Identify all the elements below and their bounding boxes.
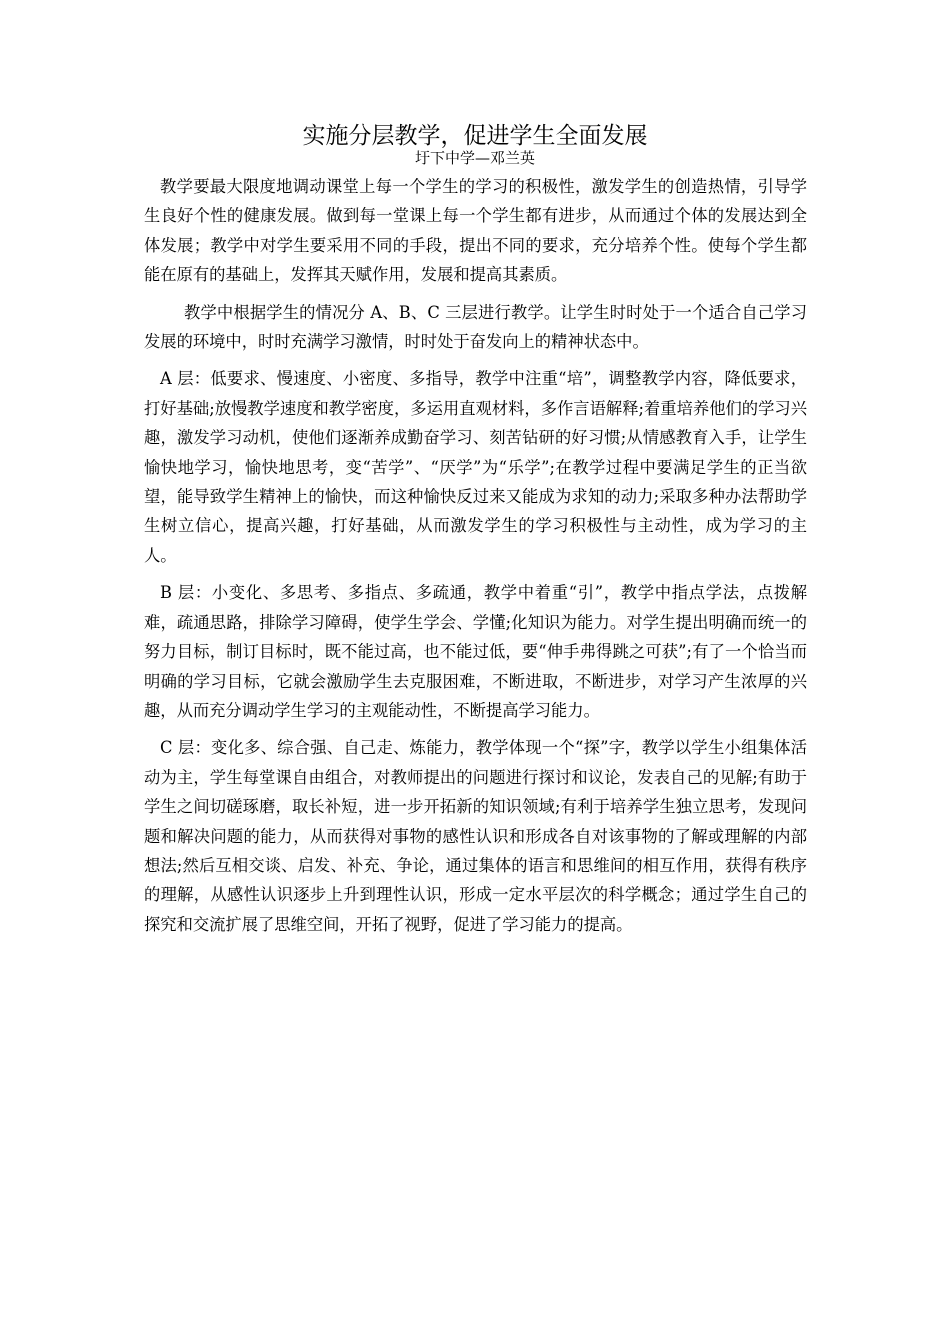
document-body xyxy=(144,172,807,939)
document-author: 圩下中学—邓兰英 xyxy=(414,149,535,167)
paragraph-layering: 教学中根据学生的情况分 A、B、C 三层进行教学。让学生时时处于一个适合自己学习发展的环境中，时时充满学习激情，时时处于奋发向上的精神状态中。 xyxy=(144,302,807,352)
paragraph-level-b: B 层：小变化、多思考、多指点、多疏通，教学中着重“引”，教学中指点学法，点拨解难，疏通思路，排除学习障碍，使学生学会、学懂;化知识为能力。对学生提出明确而统一的努力目标，制订目标时，既不能过高，也不能过低，要“伸手弗得跳之可获”;有了一个恰当而明确的学习目标，它就会激励学生去克服困难，不断进取，不断进步，对学习产生浓厚的兴趣，从而充分调动学生学习的主观能动性，不断提高学习能力。 xyxy=(144,583,807,720)
paragraph-level-c: C 层：变化多、综合强、自己走、炼能力，教学体现一个“探”字，教学以学生小组集体活动为主，学生每堂课自由组合，对教师提出的问题进行探讨和议论，发表自己的见解;有助于学生之间切磋琢磨，取长补短，进一步开拓新的知识领域;有利于培养学生独立思考，发现问题和解决问题的能力，从而获得对事物的感性认识和形成各自对该事物的了解或理解的内部想法;然后互相交谈、启发、补充、争论，通过集体的语言和思维间的相互作用，获得有秩序的理解，从感性认识逐步上升到理性认识，形成一定水平层次的科学概念；通过学生自己的探究和交流扩展了思维空间，开拓了视野，促进了学习能力的提高。 xyxy=(144,738,807,934)
document-title: 实施分层教学，促进学生全面发展 xyxy=(302,123,648,149)
paragraph-level-a: A 层：低要求、慢速度、小密度、多指导，教学中注重“培”，调整教学内容，降低要求，打好基础;放慢教学速度和教学密度，多运用直观材料，多作言语解释;着重培养他们的学习兴趣，激发学习动机，使他们逐渐养成勤奋学习、刻苦钻研的好习惯;从情感教育入手，让学生愉快地学习，愉快地思考，变“苦学”、“厌学”为“乐学”;在教学过程中要满足学生的正当欲望，能导致学生精神上的愉快，而这种愉快反过来又能成为求知的动力;采取多种办法帮助学生树立信心，提高兴趣，打好基础，从而激发学生的学习积极性与主动性，成为学习的主人。 xyxy=(144,369,807,565)
paragraph-intro: 教学要最大限度地调动课堂上每一个学生的学习的积极性，激发学生的创造热情，引导学生良好个性的健康发展。做到每一堂课上每一个学生都有进步，从而通过个体的发展达到全体发展；教学中对学生要采用不同的手段，提出不同的要求，充分培养个性。使每个学生都能在原有的基础上，发挥其天赋作用，发展和提高其素质。 xyxy=(144,177,807,285)
